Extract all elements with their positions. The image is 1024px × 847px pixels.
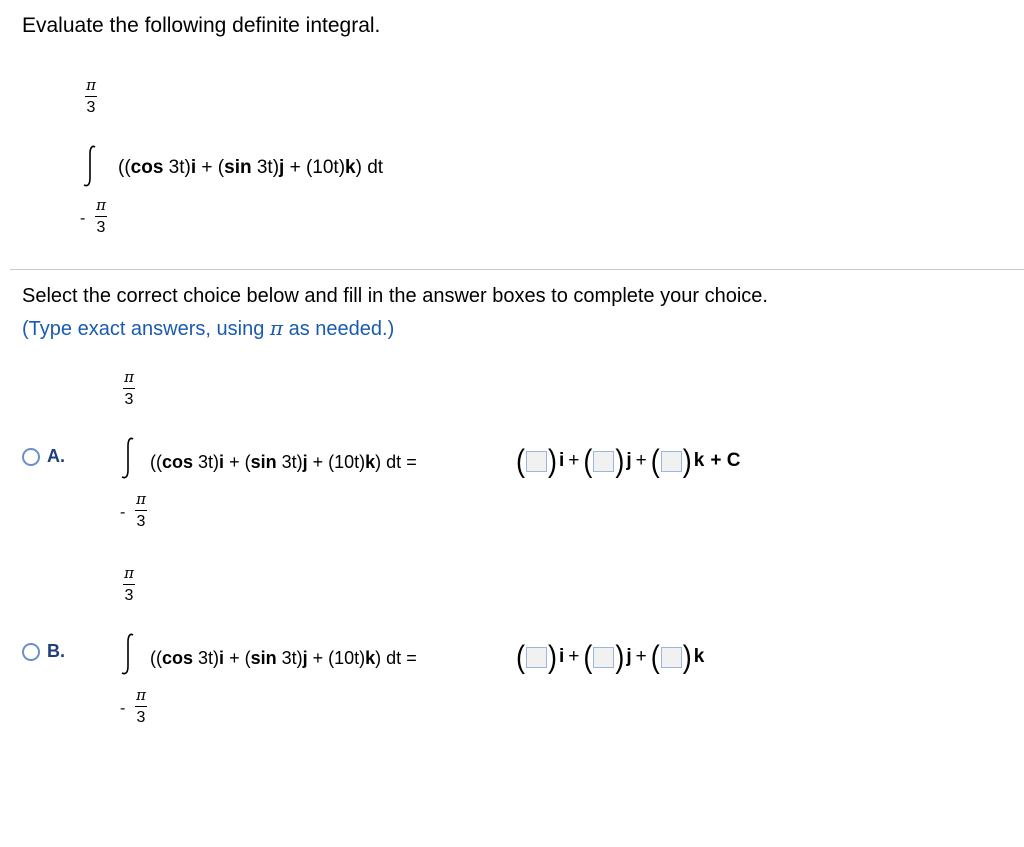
option-b-lower-limit: - π 3 <box>120 686 146 726</box>
option-b-upper-limit: π 3 <box>124 564 134 604</box>
hint-text: (Type exact answers, using π as needed.) <box>22 316 395 340</box>
constant-of-integration: + C <box>710 450 741 471</box>
integrand-expression: ((cos 3t)i + (sin 3t)j + (10t)k) dt <box>118 157 384 178</box>
option-a-label[interactable]: A. <box>47 446 65 466</box>
integral-sign-icon <box>80 144 100 188</box>
instruction-text: Select the correct choice below and fill in the answer boxes to complete your choice. <box>22 285 768 307</box>
option-a-lower-limit: - π 3 <box>120 490 146 530</box>
option-a-upper-limit: π 3 <box>124 368 134 408</box>
option-a-expression: ((cos 3t)i + (sin 3t)j + (10t)k) dt = <box>150 452 417 472</box>
option-b-j-answer-box[interactable] <box>593 647 614 668</box>
option-b-radio[interactable] <box>22 643 40 661</box>
option-b-k-answer-box[interactable] <box>661 647 682 668</box>
option-a-answer: ( ) i + ( ) j + ( ) k + C <box>516 443 741 479</box>
upper-limit-numerator: π <box>86 76 96 94</box>
option-b-i-answer-box[interactable] <box>526 647 547 668</box>
lower-limit-numerator: π <box>96 196 106 214</box>
option-b-expression: ((cos 3t)i + (sin 3t)j + (10t)k) dt = <box>150 648 417 668</box>
lower-limit <box>80 196 114 237</box>
upper-limit-denominator: 3 <box>86 99 96 116</box>
option-a-i-answer-box[interactable] <box>526 451 547 472</box>
fraction-bar <box>85 96 97 97</box>
option-a-k-answer-box[interactable] <box>661 451 682 472</box>
upper-limit <box>78 76 104 117</box>
option-a-j-answer-box[interactable] <box>593 451 614 472</box>
section-divider <box>10 269 1024 270</box>
option-b-answer: ( ) i + ( ) j + ( ) k <box>516 639 705 675</box>
option-a-radio[interactable] <box>22 448 40 466</box>
lower-limit-sign: - <box>80 210 86 227</box>
integral-sign-icon <box>118 436 138 480</box>
option-b-label[interactable]: B. <box>47 641 65 661</box>
lower-limit-denominator: 3 <box>96 219 106 236</box>
question-title: Evaluate the following definite integral. <box>22 14 381 37</box>
integral-sign-icon <box>118 632 138 676</box>
fraction-bar <box>95 216 107 217</box>
